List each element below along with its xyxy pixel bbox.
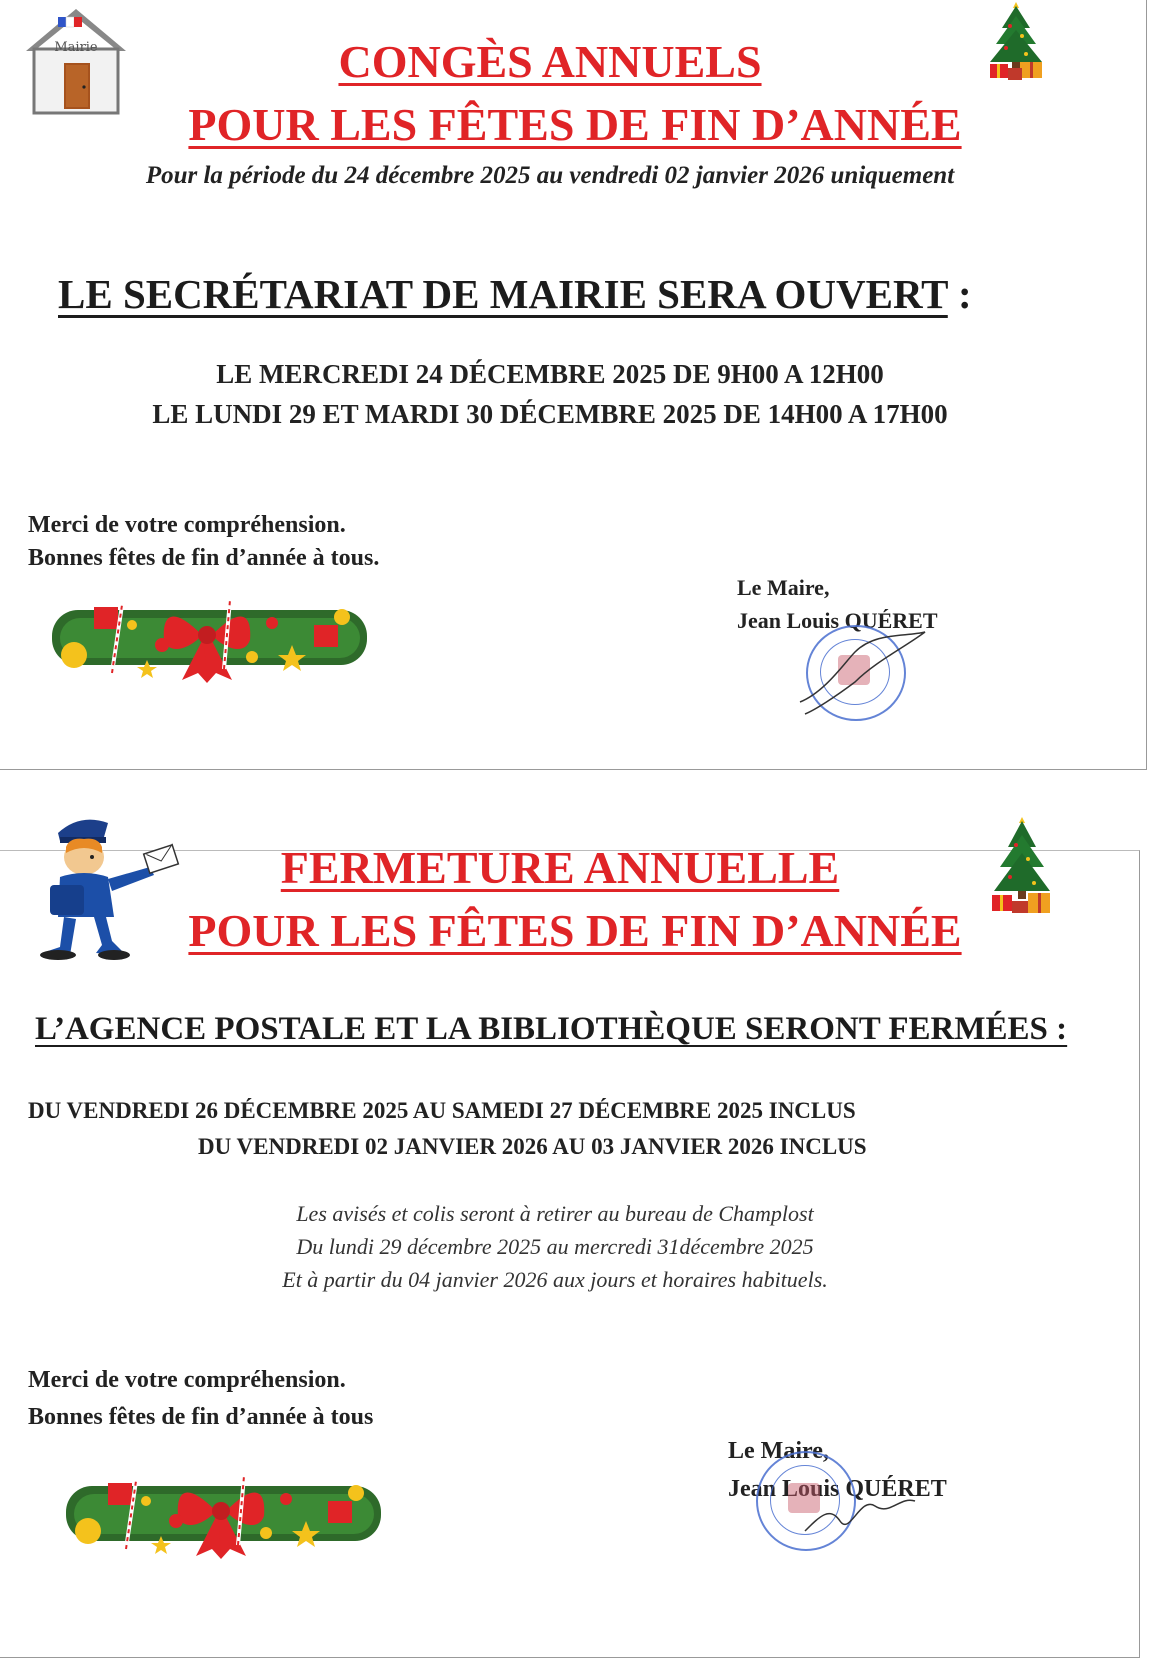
period-subtitle: Pour la période du 24 décembre 2025 au vendredi 02 janvier 2026 uniquement xyxy=(145,162,955,189)
notice-conges-annuels xyxy=(0,0,1147,770)
signature-title: Le Maire, xyxy=(737,575,830,600)
closure-line-2: DU VENDREDI 02 JANVIER 2026 AU 03 JANVIER 2026 INCLUS xyxy=(198,1134,867,1159)
thanks-line-1: Merci de votre compréhension. xyxy=(28,512,346,538)
signature-name: Jean Louis QUÉRET xyxy=(728,1476,947,1502)
title-line-1: FERMETURE ANNUELLE xyxy=(280,842,840,893)
thanks-line-1: Merci de votre compréhension. xyxy=(28,1367,346,1393)
info-line-2: Du lundi 29 décembre 2025 au mercredi 31décembre 2025 xyxy=(296,1234,814,1259)
secretariat-heading-colon: : xyxy=(958,271,972,317)
notice-fermeture-annuelle xyxy=(0,842,1140,1658)
info-line-1: Les avisés et colis seront à retirer au bureau de Champlost xyxy=(296,1201,814,1226)
title-line-2: POUR LES FÊTES DE FIN D’ANNÉE xyxy=(188,99,962,150)
signature-name: Jean Louis QUÉRET xyxy=(737,608,938,633)
closure-line-1: DU VENDREDI 26 DÉCEMBRE 2025 AU SAMEDI 27 DÉCEMBRE 2025 INCLUS xyxy=(28,1098,856,1123)
title-line-1: CONGÈS ANNUELS xyxy=(338,36,762,87)
signature-scribble-icon xyxy=(795,622,935,717)
closure-heading: L’AGENCE POSTALE ET LA BIBLIOTHÈQUE SERONT FERMÉES : xyxy=(35,1011,1068,1047)
christmas-garland-icon xyxy=(66,1461,381,1561)
info-line-3: Et à partir du 04 janvier 2026 aux jours et horaires habituels. xyxy=(282,1267,828,1292)
schedule-line-1: LE MERCREDI 24 DÉCEMBRE 2025 DE 9H00 A 12H00 xyxy=(216,359,884,389)
thanks-line-2: Bonnes fêtes de fin d’année à tous xyxy=(28,1404,374,1430)
signature-scribble-icon xyxy=(800,1476,920,1546)
signature-title: Le Maire, xyxy=(728,1438,829,1464)
thanks-line-2: Bonnes fêtes de fin d’année à tous. xyxy=(28,545,380,571)
christmas-garland-icon xyxy=(52,585,367,685)
house-label: Mairie xyxy=(54,40,98,55)
title-line-2: POUR LES FÊTES DE FIN D’ANNÉE xyxy=(188,905,962,956)
secretariat-heading-text: LE SECRÉTARIAT DE MAIRIE SERA OUVERT xyxy=(58,271,948,317)
secretariat-heading xyxy=(58,270,972,318)
schedule-line-2: LE LUNDI 29 ET MARDI 30 DÉCEMBRE 2025 DE 14H00 A 17H00 xyxy=(152,399,948,429)
